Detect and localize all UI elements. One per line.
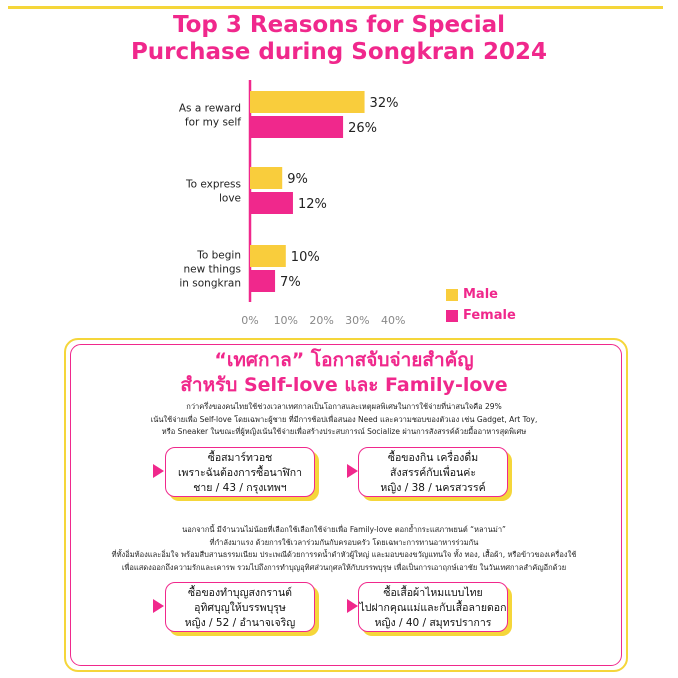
panel-title-line-1: “เทศกาล” โอกาสจับจ่ายสำคัญ [214,349,474,371]
quote-line: เพราะฉันต้องการซื้อนาฬิกา [177,467,303,479]
quote-line: ซื้อสมาร์ทวอช [207,452,273,464]
quote-card [358,582,508,632]
bar-value-label: 9% [287,172,308,187]
legend-male-label: Male [463,287,498,302]
category-label: To express [185,178,241,191]
title-line-1: Top 3 Reasons for Special [172,12,506,38]
paragraph-family-love [70,524,618,574]
legend-female-swatch [446,310,458,322]
bar-value-label: 7% [280,275,301,290]
quote-line: ซื้อของทำบุญสงกรานต์ [188,587,292,599]
para1-line: กว่าครึ่งของคนไทยใช้ช่วงเวลาเทศกาลเป็นโอกาสและเหตุผลพิเศษในการใช้จ่ายที่น่าสนใจคือ 29% [186,402,502,411]
x-tick-label: 20% [309,314,334,327]
bar-male [250,91,365,113]
quote-line: ไปฝากคุณแม่และกับเสื้อลายดอก [359,602,507,614]
x-tick-label: 40% [380,314,406,327]
legend-male-swatch [446,289,458,301]
quote-line: หญิง / 38 / นครสวรรค์ [380,482,486,494]
quote-line: ชาย / 43 / กรุงเทพฯ [193,482,287,494]
x-tick-label: 10% [273,314,299,327]
bar-female [250,116,343,138]
quote-line: ซื้อของกิน เครื่องดื่ม [387,452,479,464]
quote-line: สังสรรค์กับเพื่อนค่ะ [390,467,476,479]
bar-value-label: 26% [348,121,377,136]
legend-male [446,287,498,302]
quote-line: อุทิศบุญให้บรรพบุรุษ [194,602,286,614]
bar-chart [0,0,678,335]
para2-line: เพื่อแสดงออกถึงความรักและเคารพ รวมไปถึงการทำบุญอุทิศส่วนกุศลให้กับบรรพบุรุษ เพื่อเป็นการเอาฤกษ์เอาชัย ในวันเทศกาลสำคัญอีกด้วย [121,562,567,572]
category-label: for my self [184,116,241,129]
category-label: new things [183,263,241,276]
bar-male [250,167,282,189]
para1-line: หรือ Sneaker ในขณะที่ผู้หญิงเน้นใช้จ่ายเพื่อสร้างประสบการณ์ Socialize ผ่านการสังสรรค์ด้วยมื้ออาหารสุดพิเศษ [161,427,527,436]
quote-arrow-icon [347,599,358,613]
quote-arrow-icon [347,464,358,478]
title-line-2: Purchase during Songkran 2024 [130,39,548,65]
quote-arrow-icon [153,464,164,478]
legend-female [446,308,516,323]
x-tick-label: 0% [241,314,259,327]
bar-female [250,270,275,292]
quote-card [358,447,508,497]
category-label: As a reward [178,102,241,115]
bar-value-label: 12% [297,197,327,212]
bar-value-label: 32% [369,96,399,111]
quote-line: หญิง / 40 / สมุทรปราการ [374,617,492,629]
bar-female [250,192,293,214]
quote-card [165,582,315,632]
quote-line: หญิง / 52 / อำนาจเจริญ [184,617,296,629]
category-label: love [218,192,241,205]
quote-line: ซื้อเสื้อผ้าไหมแบบไทย [383,587,483,599]
para2-line: ที่ทั้งอิ่มท้องและอิ่มใจ พร้อมสืบสานธรรมเนียม ประเพณีด้วยการรดน้ำดำหัวผู้ใหญ่ และมอบของขวัญแทนใจ ทั้ง ทอง, เสื้อผ้า, หรือข้าวของเครื่องใช้ [111,550,577,559]
bar-male [250,245,286,267]
x-tick-label: 30% [345,314,370,327]
para2-line: นอกจากนี้ มีจำนวนไม่น้อยที่เลือกใช้เลือกใช้จ่ายเพื่อ Family-love ตอกย้ำกระแสภาพยนต์ “หลานม่า” [182,525,506,534]
panel-title-line-2: สำหรับ Self-love และ Family-love [180,374,508,396]
category-label: in songkran [179,277,241,290]
category-label: To begin [197,249,241,262]
quote-card [165,447,315,497]
para2-line: ที่กำลังมาแรง ด้วยการใช้เวลาร่วมกันกับครอบครัว โดยเฉพาะการทานอาหารร่วมกัน [209,537,479,547]
paragraph-self-love [70,401,618,439]
legend-female-label: Female [463,308,516,323]
quote-arrow-icon [153,599,164,613]
bar-value-label: 10% [290,250,320,265]
para1-line: เน้นใช้จ่ายเพื่อ Self-love โดยเฉพาะผู้ชาย ที่มีการช้อปเพื่อสนอง Need และความชอบของตัวเอง เช่น Gadget, Art Toy, [150,414,538,424]
